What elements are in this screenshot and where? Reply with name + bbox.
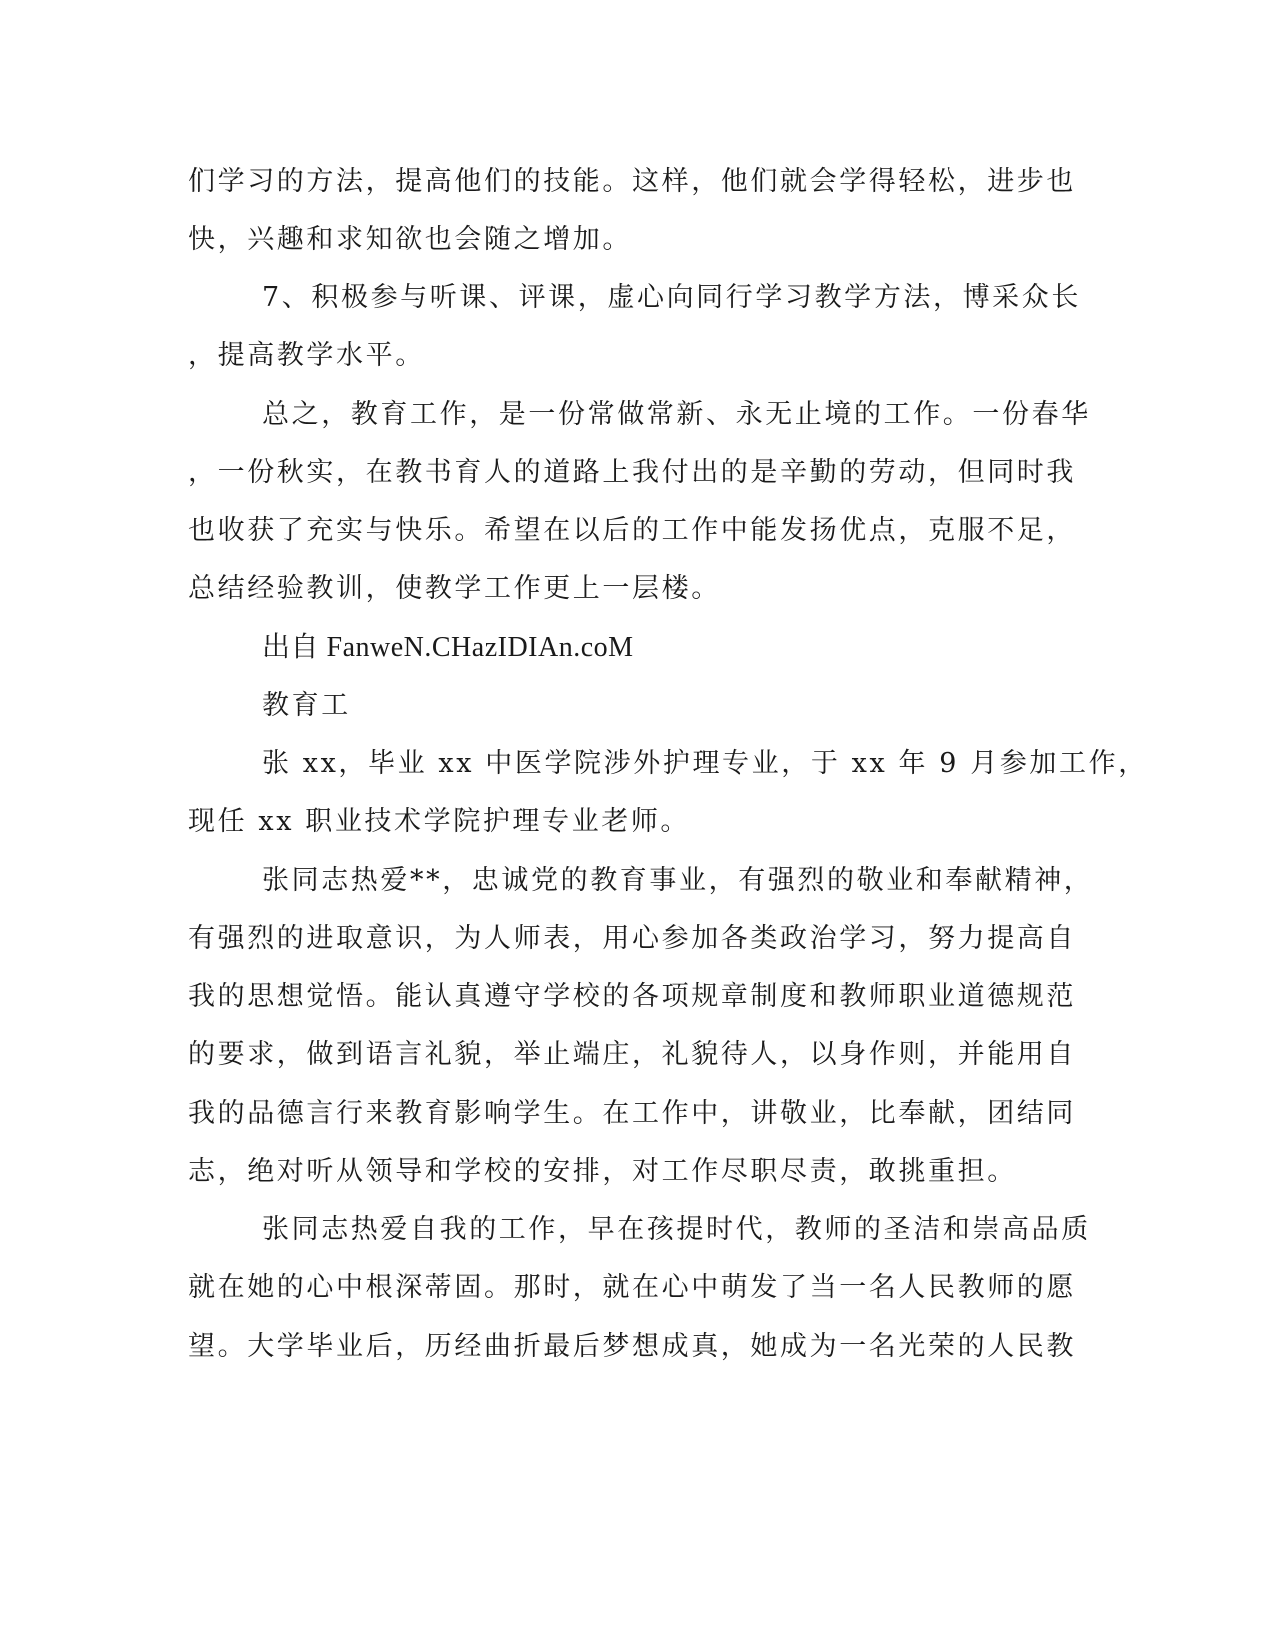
text-line: 志，绝对听从领导和学校的安排，对工作尽职尽责，敢挑重担。: [188, 1156, 1017, 1187]
text-line: 张 xx，毕业 xx 中医学院涉外护理专业，于 xx 年 9 月参加工作，: [262, 748, 1148, 779]
source-line: 出自 FanweN.CHazIDIAn.coM: [262, 632, 634, 663]
text-line: ，一份秋实，在教书育人的道路上我付出的是辛勤的劳动，但同时我: [188, 457, 1076, 488]
text-line: 7、积极参与听课、评课，虚心向同行学习教学方法，博采众长: [262, 282, 1081, 313]
section-heading: 教育工: [262, 690, 351, 721]
text-line: 张同志热爱**，忠诚党的教育事业，有强烈的敬业和奉献精神，: [262, 865, 1094, 896]
text-line: 我的思想觉悟。能认真遵守学校的各项规章制度和教师职业道德规范: [188, 981, 1076, 1012]
text-line: 望。大学毕业后，历经曲折最后梦想成真，她成为一名光荣的人民教: [188, 1331, 1076, 1362]
text-line: 们学习的方法，提高他们的技能。这样，他们就会学得轻松，进步也: [188, 166, 1076, 197]
text-line: 的要求，做到语言礼貌，举止端庄，礼貌待人，以身作则，并能用自: [188, 1039, 1076, 1070]
text-line: 总之，教育工作，是一份常做常新、永无止境的工作。一份春华: [262, 399, 1091, 430]
text-line: 现任 xx 职业技术学院护理专业老师。: [188, 806, 691, 837]
text-line: 我的品德言行来教育影响学生。在工作中，讲敬业，比奉献，团结同: [188, 1098, 1076, 1129]
text-line: 张同志热爱自我的工作，早在孩提时代，教师的圣洁和崇高品质: [262, 1214, 1091, 1245]
text-line: 有强烈的进取意识，为人师表，用心参加各类政治学习，努力提高自: [188, 923, 1076, 954]
text-line: ，提高教学水平。: [188, 340, 425, 371]
text-line: 快，兴趣和求知欲也会随之增加。: [188, 224, 632, 255]
text-line: 也收获了充实与快乐。希望在以后的工作中能发扬优点，克服不足，: [188, 515, 1076, 546]
text-line: 总结经验教训，使教学工作更上一层楼。: [188, 573, 721, 604]
text-line: 就在她的心中根深蒂固。那时，就在心中萌发了当一名人民教师的愿: [188, 1272, 1076, 1303]
